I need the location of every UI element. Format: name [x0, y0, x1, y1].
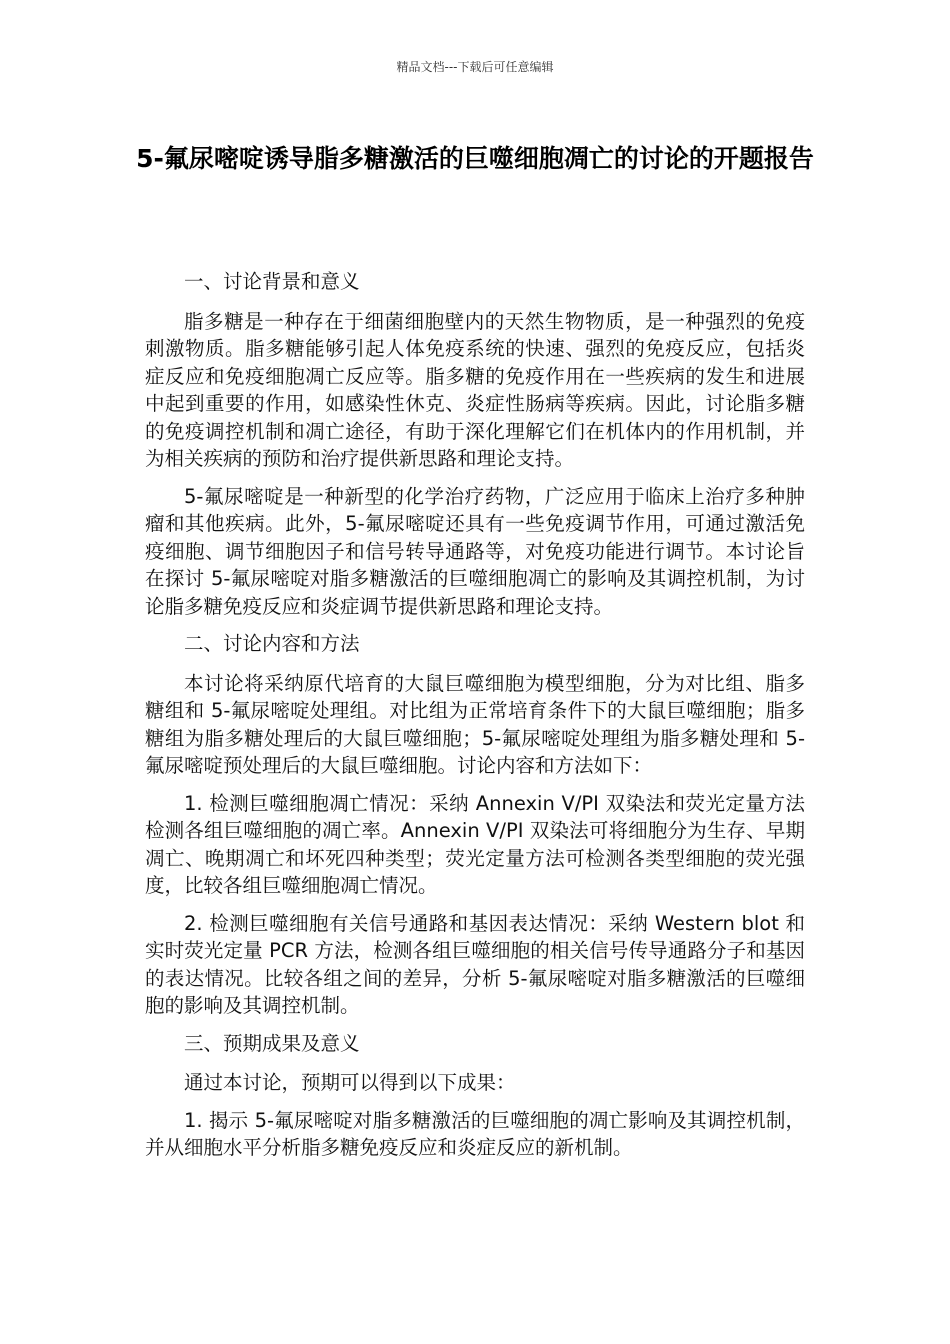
document-title: 5-氟尿嘧啶诱导脂多糖激活的巨噬细胞凋亡的讨论的开题报告 — [136, 144, 814, 173]
section-heading-methods: 二、讨论内容和方法 — [184, 632, 360, 655]
section-heading-background: 一、讨论背景和意义 — [184, 270, 360, 293]
paragraph: 本讨论将采纳原代培育的大鼠巨噬细胞为模型细胞，分为对比组、脂多糖组和 5-氟尿嘧啶处理组。对比组为正常培育条件下的大鼠巨噬细胞；脂多糖组为脂多糖处理后的大鼠巨噬细胞；5-氟尿嘧啶处理组为脂多糖处理和 5-氟尿嘧啶预处理后的大鼠巨噬细胞。讨论内容和方法如下： — [145, 671, 805, 777]
paragraph: 1. 揭示 5-氟尿嘧啶对脂多糖激活的巨噬细胞的凋亡影响及其调控机制，并从细胞水平分析脂多糖免疫反应和炎症反应的新机制。 — [145, 1108, 805, 1159]
section-heading-outcomes: 三、预期成果及意义 — [184, 1031, 360, 1055]
header-note: 精品文档---下载后可任意编辑 — [396, 60, 554, 74]
paragraph: 2. 检测巨噬细胞有关信号通路和基因表达情况：采纳 Western blot 和实时荧光定量 PCR 方法，检测各组巨噬细胞的相关信号传导通路分子和基因的表达情况。比较各组之间的差异，分析 5-氟尿嘧啶对脂多糖激活的巨噬细胞的影响及其调控机制。 — [145, 911, 805, 1017]
paragraph: 1. 检测巨噬细胞凋亡情况：采纳 Annexin V/PI 双染法和荧光定量方法检测各组巨噬细胞的凋亡率。Annexin V/PI 双染法可将细胞分为生存、早期凋亡、晚期凋亡和坏死四种类型；荧光定量方法可检测各类型细胞的荧光强度，比较各组巨噬细胞凋亡情况。 — [145, 791, 805, 897]
document-body — [145, 268, 805, 1172]
paragraph: 5-氟尿嘧啶是一种新型的化学治疗药物，广泛应用于临床上治疗多种肿瘤和其他疾病。此外，5-氟尿嘧啶还具有一些免疫调节作用，可通过激活免疫细胞、调节细胞因子和信号转导通路等，对免疫功能进行调节。本讨论旨在探讨 5-氟尿嘧啶对脂多糖激活的巨噬细胞凋亡的影响及其调控机制，为讨论脂多糖免疫反应和炎症调节提供新思路和理论支持。 — [145, 484, 805, 618]
paragraph: 脂多糖是一种存在于细菌细胞壁内的天然生物物质，是一种强烈的免疫刺激物质。脂多糖能够引起人体免疫系统的快速、强烈的免疫反应，包括炎症反应和免疫细胞凋亡反应等。脂多糖的免疫作用在一些疾病的发生和进展中起到重要的作用，如感染性休克、炎症性肠病等疾病。因此，讨论脂多糖的免疫调控机制和凋亡途径，有助于深化理解它们在机体内的作用机制，并为相关疾病的预防和治疗提供新思路和理论支持。 — [145, 309, 805, 470]
paragraph: 通过本讨论，预期可以得到以下成果： — [184, 1071, 516, 1094]
